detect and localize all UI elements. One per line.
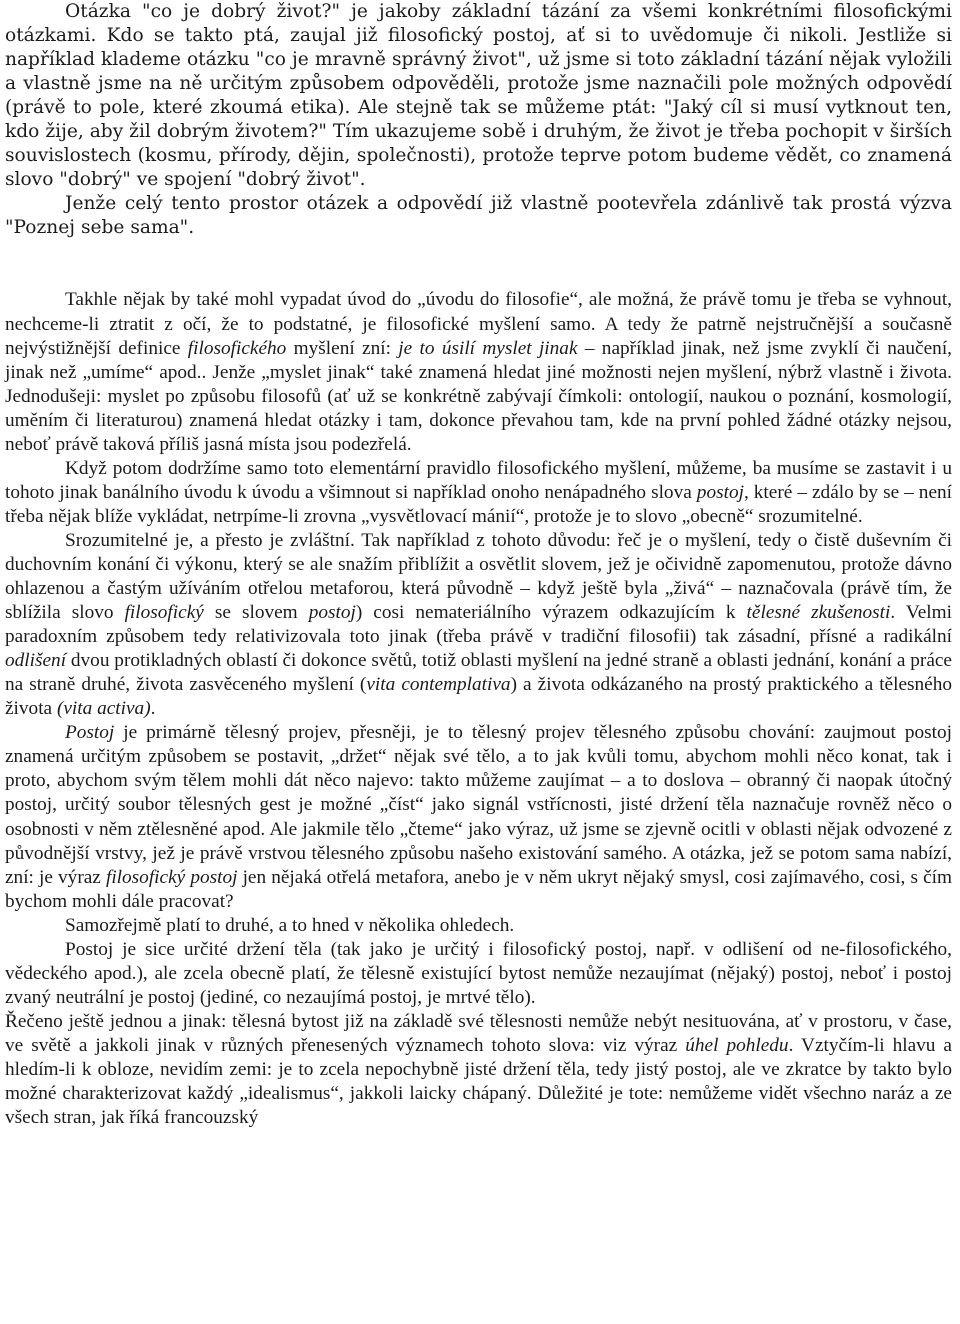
paragraph-3: Takhle nějak by také mohl vypadat úvod do „úvodu do filosofie“, ale možná, že právě tomu je třeba se vyhnout, nechceme-li ztratit z očí, že to podstatné, je filosofické myšlení samo. A tedy že patrně nejstručnější a současně nejvýstižnější definice filosofického myšlení zní: je to úsilí myslet jinak – například jinak, než jsme zvyklí či naučení, jinak než „umíme“ apod.. Jenže „myslet jinak“ také znamená hledat jiné možnosti nejen myšlení, nýbrž vlastně i života. Jednodušeji: myslet po způsobu filosofů (ať už se konkrétně zabývají čímkoli: ontologií, naukou o poznání, kosmologií, uměním či literaturou) znamená hledat otázky i tam, dokonce převahou tam, kde na první pohled žádné otázky nejsou, neboť právě taková příliš jasná místa jsou podezřelá. [5,289,952,455]
paragraph-9: Řečeno ještě jednou a jinak: tělesná bytost již na základě své tělesnosti nemůže nebýt nesituována, ať v prostoru, v čase, ve světě a jakkoli jinak v různých přenesených významech tohoto slova: viz výraz úhel pohledu. Vztyčím-li hlavu a hledím-li k obloze, nevidím zemi: je to zcela nepochybně jisté držení těla, tedy jistý postoj, ale ve zkratce by takto bylo možné charakterizovat každý „idealismus“, jakkoli laicky chápaný. Důležité je tote: nemůžeme vidět všechno naráz a ze všech stran, jak říká francouzský [5,1010,952,1129]
paragraph-6: Postoj je primárně tělesný projev, přesněji, je to tělesný projev tělesného způsobu chování: zaujmout postoj znamená určitým způsobem se postavit, „držet“ nějak své tělo, a to jak kvůli tomu, abychom mohli něco konat, tak i proto, abychom svým tělem mohli dát něco najevo: takto můžeme zaujímat – a to doslova – obranný či naopak útočný postoj, určitý soubor tělesných gest je možné „číst“ jako signál vstřícnosti, jisté držení těla naznačuje rovněž něco o osobnosti v něm ztělesněné apod. Ale jakmile tělo „čteme“ jako výraz, už jsme se zjevně ocitli v oblasti nějak odvozené z původnější vrstvy, jež je právě vrstvou tělesného způsobu našeho existování samého. A otázka, jež se potom sama nabízí, zní: je výraz filosofický postoj jen nějaká otřelá metafora, anebo je v něm ukryt nějaký smysl, cosi zajímavého, cosi, s čím bychom mohli dále pracovat? [5,722,953,912]
paragraph-5: Srozumitelné je, a přesto je zvláštní. Tak například z tohoto důvodu: řeč je o myšlení, tedy o čistě duševním či duchovním konání či výkonu, který se ale snažím přiblížit a osvětlit slovem, jež je očividně zapomenutou, protože dávno ohlazenou a častým užíváním otřelou metaforou, která původně – když ještě byla „živá“ – naznačovala (právě tím, že sblížila slovo filosofický se slovem postoj) cosi nemateriálního výrazem odkazujícím k tělesné zkušenosti. Velmi paradoxním způsobem tedy relativizovala toto jinak (třeba právě v tradiční filosofii) tak zásadní, přísné a radikální odlišení dvou protikladných oblastí či dokonce světů, totiž oblasti myšlení na jedné straně a oblasti jednání, konání a práce na straně druhé, života zasvěceného myšlení (vita contemplativa) a života odkázaného na prostý praktického a tělesného života (vita activa). [5,529,953,720]
paragraph-4: Když potom dodržíme samo toto elementární pravidlo filosofického myšlení, můžeme, ba musíme se zastavit i u tohoto jinak banálního úvodu k úvodu a všimnout si například onoho nenápadného slova postoj, které – zdálo by se – není třeba nějak blíže vykládat, netrpíme-li zrovna „vysvětlovací mánií“, protože je to slovo „obecně“ srozumitelné. [5,457,953,527]
intro-section [5,0,952,240]
main-section [5,288,952,1130]
paragraph-8: Postoj je sice určité držení těla (tak jako je určitý i filosofický postoj, např. v odlišení od ne-filosofického, vědeckého apod.), ale zcela obecně platí, že tělesně existující bytost nemůže nezaujímat (nějaký) postoj, neboť i postoj zvaný neutrální je postoj (jediné, co nezaujímá postoj, je mrtvé tělo). [5,938,952,1008]
paragraph-2: Jenže celý tento prostor otázek a odpovědí již vlastně pootevřela zdánlivě tak prostá výzva "Poznej sebe sama". [5,193,952,239]
paragraph-7: Samozřejmě platí to druhé, a to hned v několika ohledech. [65,914,515,936]
section-gap [5,240,952,288]
paragraph-1: Otázka "co je dobrý život?" je jakoby základní tázání za všemi konkrétními filosofickými otázkami. Kdo se takto ptá, zaujal již filosofický postoj, ať si to uvědomuje či nikoli. Jestliže si například klademe otázku "co je mravně správný život", už jsme si toto základní tázání nějak vyložili a vlastně jsme na ně určitým způsobem odpověděli, protože jsme naznačili pole možných odpovědí (právě to pole, které zkoumá etika). Ale stejně tak se můžeme ptát: "Jaký cíl si musí vytknout ten, kdo žije, aby žil dobrým životem?" Tím ukazujeme sobě i druhým, že život je třeba pochopit v širších souvislostech (kosmu, přírody, dějin, společnosti), protože teprve potom budeme vědět, co znamená slovo "dobrý" ve spojení "dobrý život". [5,1,952,191]
